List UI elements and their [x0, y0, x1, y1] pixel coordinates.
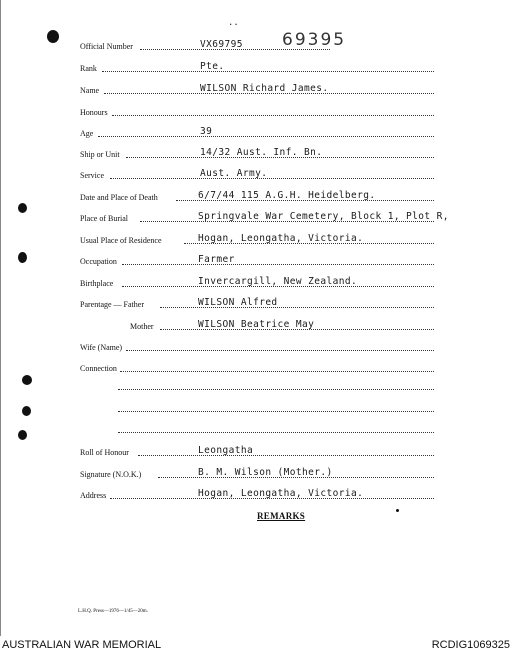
dotted-line	[138, 455, 434, 456]
connection-line	[118, 389, 434, 390]
birthplace-label: Birthplace	[80, 279, 114, 288]
signature-label: Signature (N.O.K.)	[80, 470, 142, 479]
connection-line	[118, 411, 434, 412]
connection-line	[118, 432, 434, 433]
punch-hole	[47, 30, 59, 43]
rank-value: Pte.	[200, 61, 225, 72]
occupation-label: Occupation	[80, 257, 117, 266]
occupation-value: Farmer	[198, 254, 235, 265]
residence-row	[80, 234, 434, 246]
death-row	[80, 191, 434, 203]
signature-row	[80, 468, 434, 480]
dotted-line	[110, 178, 434, 179]
roll-row	[80, 446, 434, 458]
dotted-line	[122, 264, 434, 265]
signature-value: B. M. Wilson (Mother.)	[198, 467, 333, 478]
address-row	[80, 489, 434, 501]
page-edge	[0, 0, 1, 636]
dotted-line	[120, 371, 434, 372]
death-value: 6/7/44 115 A.G.H. Heidelberg.	[198, 190, 376, 201]
punch-hole	[22, 406, 31, 416]
residence-value: Hogan, Leongatha, Victoria.	[198, 233, 364, 244]
service-label: Service	[80, 171, 104, 180]
handwritten-number: 69395	[282, 30, 347, 50]
age-label: Age	[80, 129, 94, 138]
unit-row	[80, 148, 434, 160]
name-label: Name	[80, 86, 100, 95]
footer-record-id: RCDIG1069325	[431, 639, 510, 651]
dotted-line	[102, 71, 434, 72]
occupation-row	[80, 255, 434, 267]
punch-hole	[18, 252, 27, 263]
service-row	[80, 169, 434, 181]
age-value: 39	[200, 126, 213, 137]
roll-label: Roll of Honour	[80, 448, 129, 457]
ink-speck	[396, 509, 399, 512]
connection-label: Connection	[80, 364, 117, 373]
punch-hole	[22, 375, 32, 385]
punch-hole	[18, 203, 27, 213]
name-row	[80, 84, 434, 96]
punch-hole	[18, 430, 27, 440]
honours-row	[80, 106, 434, 118]
printer-imprint: L.H.Q. Press—1976—1/45—20m.	[78, 609, 148, 614]
dotted-line	[112, 115, 434, 116]
address-value: Hogan, Leongatha, Victoria.	[198, 488, 364, 499]
burial-label: Place of Burial	[80, 214, 128, 223]
mother-label: Mother	[130, 322, 154, 331]
honours-label: Honours	[80, 108, 108, 117]
service-value: Aust. Army.	[200, 168, 268, 179]
burial-row	[80, 211, 449, 224]
mother-value: WILSON Beatrice May	[198, 319, 315, 330]
dotted-line	[126, 350, 434, 351]
burial-value: Springvale War Cemetery, Block 1, Plot R,	[198, 211, 449, 222]
birthplace-row	[80, 277, 434, 289]
unit-label: Ship or Unit	[80, 150, 120, 159]
mother-row	[80, 320, 434, 332]
official-number-label: Official Number	[80, 42, 133, 51]
ink-mark: ..	[228, 18, 239, 28]
unit-value: 14/32 Aust. Inf. Bn.	[200, 147, 323, 158]
father-value: WILSON Alfred	[198, 297, 278, 308]
official-number-row	[80, 40, 330, 52]
rank-row	[80, 62, 434, 74]
wife-row	[80, 341, 434, 353]
rank-label: Rank	[80, 64, 97, 73]
dotted-line	[98, 136, 434, 137]
archive-footer	[0, 636, 513, 654]
birthplace-value: Invercargill, New Zealand.	[198, 276, 358, 287]
roll-value: Leongatha	[198, 445, 254, 456]
residence-label: Usual Place of Residence	[80, 236, 162, 245]
death-label: Date and Place of Death	[80, 193, 158, 202]
address-label: Address	[80, 491, 107, 500]
wife-label: Wife (Name)	[80, 343, 123, 352]
remarks-heading: REMARKS	[257, 511, 306, 521]
father-label: Parentage — Father	[80, 300, 144, 309]
official-number-value: VX69795	[200, 39, 243, 50]
name-value: WILSON Richard James.	[200, 83, 329, 94]
connection-row	[80, 362, 434, 374]
father-row	[80, 298, 434, 310]
footer-source: AUSTRALIAN WAR MEMORIAL	[2, 639, 162, 651]
age-row	[80, 127, 434, 139]
